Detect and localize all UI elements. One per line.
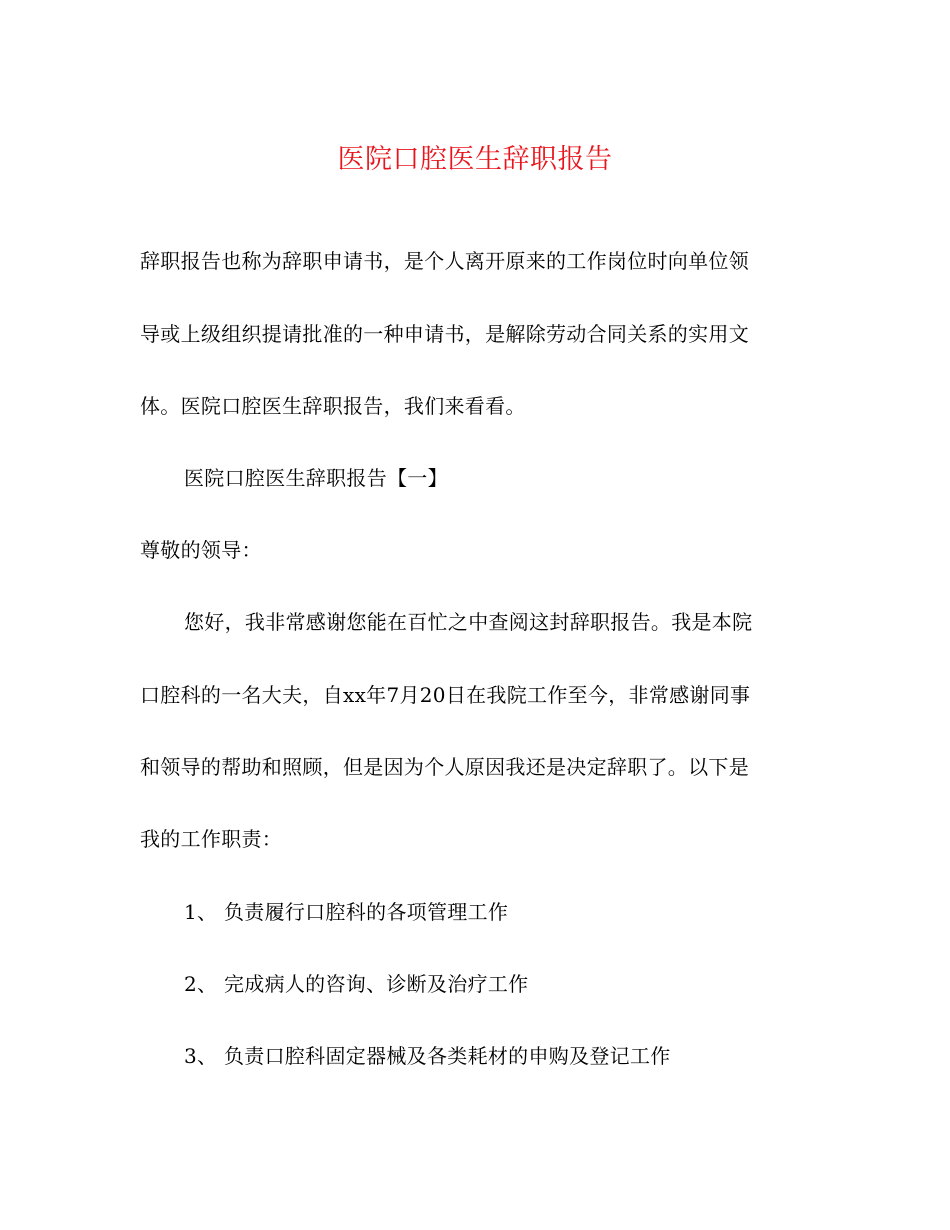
body-line-2: 口腔科的一名大夫，自xx年7月20日在我院工作至今，非常感谢同事 <box>140 683 751 707</box>
salutation: 尊敬的领导： <box>140 538 262 562</box>
body-line-1: 您好，我非常感谢您能在百忙之中查阅这封辞职报告。我是本院 <box>184 610 753 634</box>
list-item-3: 3、 负责口腔科固定器械及各类耗材的申购及登记工作 <box>184 1044 671 1068</box>
intro-line-3: 体。医院口腔医生辞职报告，我们来看看。 <box>140 394 526 418</box>
intro-line-1: 辞职报告也称为辞职申请书，是个人离开原来的工作岗位时向单位领 <box>140 249 749 273</box>
document-title: 医院口腔医生辞职报告 <box>337 144 613 175</box>
list-item-1: 1、 负责履行口腔科的各项管理工作 <box>184 900 509 924</box>
list-item-2: 2、 完成病人的咨询、诊断及治疗工作 <box>184 972 529 996</box>
section-heading: 医院口腔医生辞职报告【一】 <box>184 466 448 490</box>
body-line-4: 我的工作职责： <box>140 827 283 851</box>
body-line-3: 和领导的帮助和照顾，但是因为个人原因我还是决定辞职了。以下是 <box>140 755 749 779</box>
intro-line-2: 导或上级组织提请批准的一种申请书，是解除劳动合同关系的实用文 <box>140 322 749 346</box>
